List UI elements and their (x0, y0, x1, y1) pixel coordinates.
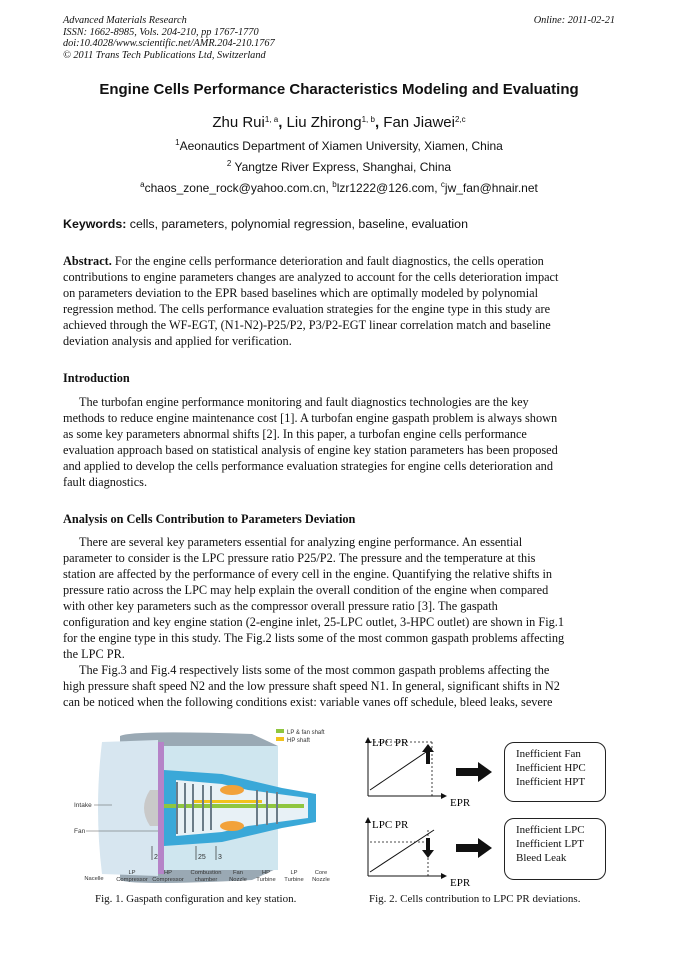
affiliation-text: Aeonautics Department of Xiamen University, Xiamen, China (179, 139, 503, 153)
text-line: high pressure shaft speed N2 and the low pressure shaft speed N1. In general, significant shifts in N2 (63, 679, 560, 693)
deviation-arrow (426, 838, 430, 852)
intro-paragraph (63, 394, 615, 490)
label-nacelle: Nacelle (84, 876, 104, 882)
label-lp-turbine: LP Turbine (284, 870, 304, 883)
author-name: Fan Jiawei (383, 114, 455, 131)
doi: doi:10.4028/www.scientific.net/AMR.204-210.1767 (63, 38, 275, 50)
author-name: Liu Zhirong (286, 114, 362, 131)
affiliation-text: Yangtze River Express, Shanghai, China (234, 160, 452, 174)
station-label: 3 (218, 854, 222, 861)
journal-name: Advanced Materials Research (63, 15, 187, 26)
email-sup: a (140, 180, 145, 189)
cause-item: Inefficient LPC (516, 824, 585, 836)
cause-item: Bleed Leak (516, 852, 567, 864)
keywords-text: cells, parameters, polynomial regression, baseline, evaluation (126, 217, 468, 231)
combustor-top (220, 785, 244, 795)
affiliation (0, 160, 678, 174)
figure-gaspath (72, 728, 340, 890)
deviation-arrowhead (422, 850, 434, 858)
label-hp-compressor: HP Compressor (152, 870, 184, 883)
text-line: contributions to engine parameters changes are analyzed to account for the cells deterioration impact (63, 270, 559, 284)
email: lzr1222@126.com, (336, 181, 441, 195)
text-line: on parameters deviation to the EPR based baselines which are optimally modeled by polynomial (63, 286, 539, 300)
keywords (63, 217, 468, 231)
text-line: configuration and key engine station (2-engine inlet, 25-LPC outlet, 3-HPC outlet) are shown in Fig.1 (63, 615, 565, 629)
label-fan-nozzle: Fan Nozzle (229, 870, 247, 883)
cause-item: Inefficient HPT (516, 776, 586, 788)
text-line: The Fig.3 and Fig.4 respectively lists some of the most common gaspath problems affecting the (79, 663, 550, 677)
figure-caption: Fig. 1. Gaspath configuration and key station. (95, 893, 297, 905)
label-combustion: Combustion chamber (190, 870, 222, 883)
figure-caption: Fig. 2. Cells contribution to LPC PR deviations. (369, 893, 581, 905)
copyright: © 2011 Trans Tech Publications Ltd, Switzerland (63, 49, 266, 61)
text-line: parameter to consider is the LPC pressure ratio P25/P2. The pressure and the temperature at this (63, 551, 536, 565)
cause-item: Inefficient HPC (516, 762, 586, 774)
text-line: fault diagnostics. (63, 475, 148, 489)
label-hp-turbine: HP Turbine (256, 870, 276, 883)
result-arrow (456, 762, 492, 782)
turbine-stage (256, 790, 258, 826)
affiliation-sup: 1 (175, 138, 180, 147)
text-line: The turbofan engine performance monitoring and fault diagnostics technologies are the key (79, 395, 529, 409)
causes-box-top (504, 742, 606, 802)
abstract-label: Abstract. (63, 254, 112, 268)
legend-hp: HP shaft (287, 738, 310, 744)
text-line: evaluation approach based on statistical analysis of engine key station parameters has been proposed (63, 443, 558, 457)
text-line: the LPC PR. (63, 647, 125, 661)
x-axis-label: EPR (450, 797, 471, 809)
author-sup: 1, a (264, 115, 279, 124)
affiliation-sup: 2 (226, 159, 232, 168)
author-list: Zhu Rui$^{1, a}$, Liu Zhirong$^{1, b}$, Fan Jiawei$^{2,c}$ (212, 114, 466, 131)
y-axis-label: LPC PR (372, 737, 409, 749)
author-sup: 1, b (361, 115, 375, 124)
label-fan: Fan (74, 828, 86, 835)
compressor-stage (202, 785, 204, 831)
label-core-nozzle: Core Nozzle (312, 870, 330, 883)
compressor-stage (176, 782, 178, 834)
section-heading: Introduction (63, 371, 130, 385)
label-intake: Intake (74, 802, 92, 809)
compressor-stage (210, 786, 212, 830)
fan-blade (158, 742, 164, 874)
cause-item: Inefficient LPT (516, 838, 584, 850)
email-sup: b (332, 180, 337, 189)
text-line: methods to reduce engine maintenance cost [1]. A turbofan engine gaspath problem is always shown (63, 411, 558, 425)
text-line: for the engine type in this study. The Fig.2 lists some of the most common gaspath problems affecting (63, 631, 565, 645)
causes-box-bottom (504, 818, 606, 880)
figure-lpc-pr (362, 734, 618, 890)
issn: ISSN: 1662-8985, Vols. 204-210, pp 1767-1770 (63, 26, 259, 38)
turbine-stage (266, 791, 268, 825)
label-lp-compressor: LP Compressor (116, 870, 148, 883)
legend-swatch-hp (276, 737, 284, 741)
text-line: station are affected by the performance of every cell in the engine. Quantifying the relative shifts in (63, 567, 553, 581)
turbine-stage (276, 792, 278, 824)
station-label: 2 (154, 854, 158, 861)
email-line (0, 181, 678, 195)
compressor-stage (192, 784, 194, 832)
text-line: as some key parameters abnormal shifts [2]. In this paper, a turbofan engine cells performance (63, 427, 527, 441)
author-name: Zhu Rui (212, 114, 265, 131)
legend-lp: LP & fan shaft (287, 730, 325, 736)
text-line: achieved through the WF-EGT, (N1-N2)-P25/P2, P3/P2-EGT linear correlation match and baseline (63, 318, 551, 332)
combustor-bottom (220, 821, 244, 831)
text-line: can be noticed when the following conditions exist: variable vanes off schedule, bleed leaks, severe (63, 695, 553, 709)
compressor-stage (184, 783, 186, 833)
text-line: For the engine cells performance deterioration and fault diagnostics, the cells operation (114, 254, 544, 268)
text-line: deviation analysis and applied for verification. (63, 334, 292, 348)
cause-item: Inefficient Fan (516, 748, 581, 760)
email: jw_fan@hnair.net (444, 181, 538, 195)
author-sup: 2,c (454, 115, 466, 124)
result-arrow (456, 838, 492, 858)
paper-title: Engine Cells Performance Characteristics Modeling and Evaluating (99, 81, 579, 98)
journal-header (63, 15, 615, 61)
affiliation (0, 139, 678, 153)
text-line: and applied to develop the cells performance evaluation strategies for engine cells deterioration and (63, 459, 553, 473)
online-date: Online: 2011-02-21 (533, 15, 615, 26)
text-line: regression method. The cells performance evaluation strategies for the engine type in this study are (63, 302, 551, 316)
text-line: with other key parameters such as the compressor overall pressure ratio [3]. The gaspath (63, 599, 498, 613)
gaspath-diagram (72, 728, 340, 890)
email: chaos_zone_rock@yahoo.com.cn, (144, 181, 333, 195)
section-heading: Analysis on Cells Contribution to Parameters Deviation (63, 512, 356, 526)
analysis-paragraph (63, 534, 615, 710)
keywords-label: Keywords: (63, 217, 127, 231)
text-line: pressure ratio across the LPC may help explain the overall condition of the engine when compared (63, 583, 549, 597)
station-label: 25 (198, 854, 206, 861)
x-axis-label: EPR (450, 877, 471, 889)
email-sup: c (440, 180, 445, 189)
legend-swatch-lp (276, 729, 284, 733)
abstract (63, 253, 615, 349)
y-axis-label: LPC PR (372, 819, 409, 831)
text-line: There are several key parameters essential for analyzing engine performance. An essential (79, 535, 523, 549)
baseline-line (370, 748, 432, 790)
deviation-arrow (426, 750, 430, 764)
